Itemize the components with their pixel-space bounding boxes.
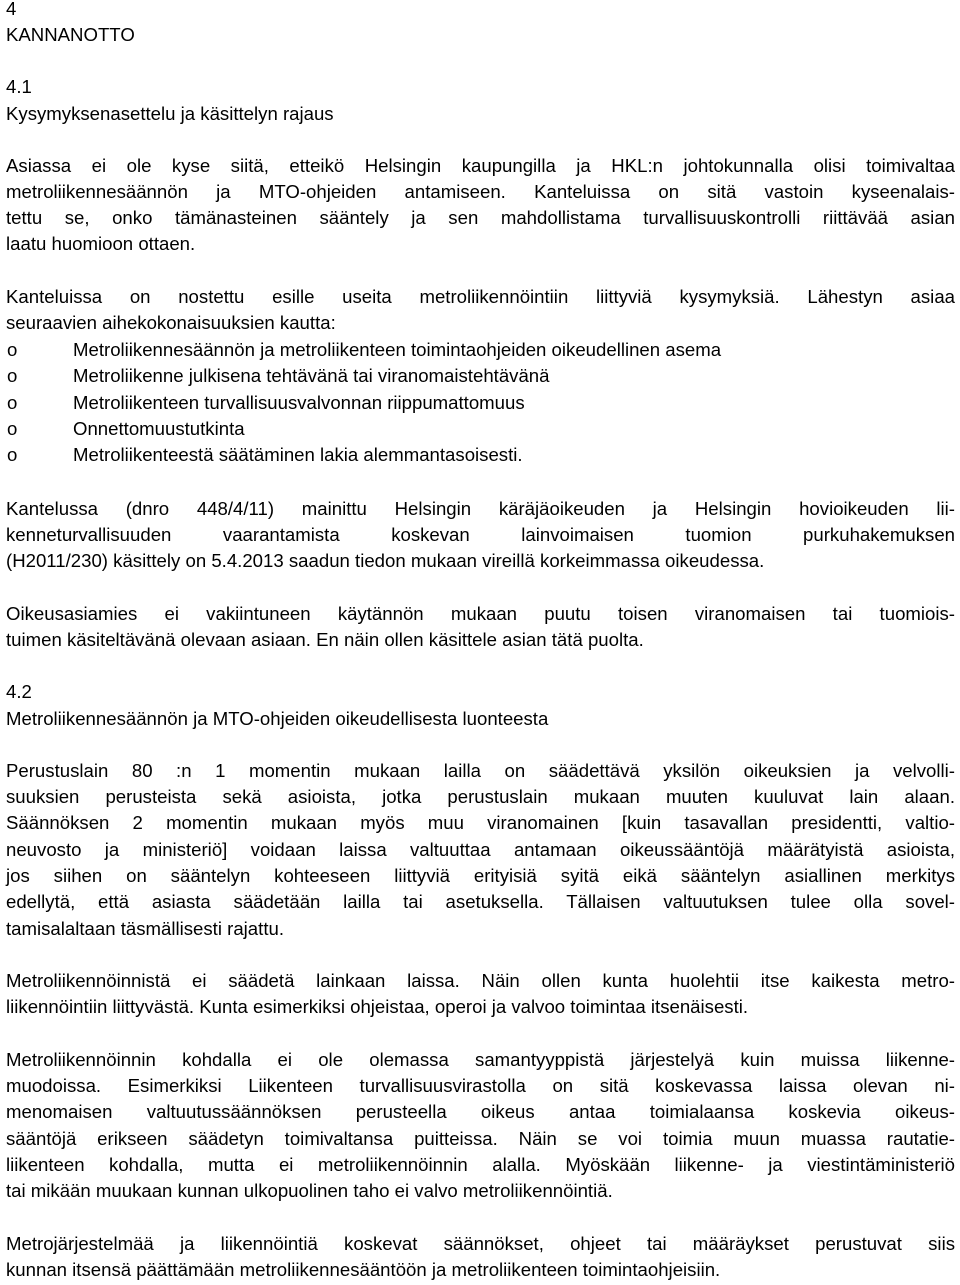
text-line: Oikeusasiamies ei vakiintuneen käytännön mukaan puutu toisen viranomaisen tai tuomiois-	[6, 603, 955, 624]
list-item: Metroliikenteen turvallisuusvalvonnan riippumattomuus	[73, 392, 525, 413]
text-line: jos siihen on sääntelyn kohteeseen liittyviä erityisiä syitä eikä sääntelyn asiallinen merkitys	[6, 865, 955, 886]
text-line: neuvosto ja ministeriö] voidaan laissa valtuuttaa antamaan oikeussääntöjä määrätyistä asioista,	[6, 839, 955, 860]
chapter-number: 4	[6, 0, 17, 19]
section-title: Metroliikennesäännön ja MTO-ohjeiden oikeudellisesta luonteesta	[6, 708, 549, 729]
text-line: Perustuslain 80 :n 1 momentin mukaan lailla on säädettävä yksilön oikeuksien ja velvolli-	[6, 760, 955, 781]
list-item: Metroliikenteestä säätäminen lakia alemmantasoisesti.	[73, 444, 523, 465]
text-line: Kanteluissa on nostettu esille useita metroliikennöintiin liittyviä kysymyksiä. Lähestyn asiaa	[6, 286, 955, 307]
text-line: sääntöjä erikseen säädetyn toimivaltansa puitteissa. Näin se voi toimia muun muassa rautatie-	[6, 1128, 955, 1149]
bullet-marker: o	[7, 365, 18, 386]
text-line: tuimen käsiteltävänä olevaan asiaan. En näin ollen käsittele asian tätä puolta.	[6, 629, 644, 650]
text-line: menomaisen valtuutussäännöksen perusteella oikeus antaa toimialaansa koskevia oikeus-	[6, 1101, 955, 1122]
bullet-marker: o	[7, 339, 18, 360]
text-line: kenneturvallisuuden vaarantamista koskevan lainvoimaisen tuomion purkuhakemuksen	[6, 524, 955, 545]
section-title: Kysymyksenasettelu ja käsittelyn rajaus	[6, 103, 334, 124]
bullet-marker: o	[7, 444, 18, 465]
list-item: Metroliikennesäännön ja metroliikenteen toimintaohjeiden oikeudellinen asema	[73, 339, 722, 360]
text-line: liikenteen kohdalla, mutta ei metroliikennöinnin alalla. Myöskään liikenne- ja viestintäministeriö	[6, 1154, 955, 1175]
text-line: tamisalaltaan täsmällisesti rajattu.	[6, 918, 284, 939]
section-number: 4.1	[6, 76, 32, 97]
text-line: tettu se, onko tämänasteinen sääntely ja sen mahdollistama turvallisuuskontrolli riittävää asian	[6, 207, 955, 228]
list-item: Metroliikenne julkisena tehtävänä tai viranomaistehtävänä	[73, 365, 550, 386]
text-line: Metroliikennöinnistä ei säädetä lainkaan laissa. Näin ollen kunta huolehtii itse kaikesta metro-	[6, 970, 955, 991]
text-line: tai mikään muukaan kunnan ulkopuolinen taho ei valvo metroliikennöintiä.	[6, 1180, 613, 1201]
text-line: laatu huomioon ottaen.	[6, 233, 196, 254]
text-line: suuksien perusteista sekä asioista, jotka perustuslain mukaan muuten kuuluvat lain alaan.	[6, 786, 955, 807]
text-line: Asiassa ei ole kyse siitä, etteikö Helsingin kaupungilla ja HKL:n johtokunnalla olisi toimivaltaa	[6, 155, 955, 176]
list-item: Onnettomuustutkinta	[73, 418, 245, 439]
text-line: Säännöksen 2 momentin mukaan myös muu viranomainen [kuin tasavallan presidentti, valtio-	[6, 812, 955, 833]
text-line: liikennöintiin liittyvästä. Kunta esimerkiksi ohjeistaa, operoi ja valvoo toimintaa itsenäisesti.	[6, 996, 749, 1017]
text-line: edellytä, että asiasta säädetään lailla tai asetuksella. Tällaisen valtuutuksen tulee olla sovel-	[6, 891, 955, 912]
chapter-title: KANNANOTTO	[6, 24, 135, 45]
text-line: Kantelussa (dnro 448/4/11) mainittu Helsingin käräjäoikeuden ja Helsingin hovioikeuden lii-	[6, 498, 955, 519]
text-line: metroliikennesäännön ja MTO-ohjeiden antamiseen. Kanteluissa on sitä vastoin kyseenalais-	[6, 181, 955, 202]
bullet-marker: o	[7, 392, 18, 413]
text-line: seuraavien aihekokonaisuuksien kautta:	[6, 312, 336, 333]
section-number: 4.2	[6, 681, 32, 702]
bullet-marker: o	[7, 418, 18, 439]
text-line: muodoissa. Esimerkiksi Liikenteen turvallisuusvirastolla on sitä koskevassa laissa olevan ni-	[6, 1075, 955, 1096]
text-line: kunnan itsensä päättämään metroliikennesääntöön ja metroliikenteen toimintaohjeisiin.	[6, 1259, 721, 1280]
text-line: (H2011/230) käsittely on 5.4.2013 saadun tiedon mukaan vireillä korkeimmassa oikeudessa.	[6, 550, 765, 571]
text-line: Metrojärjestelmää ja liikennöintiä koskevat säännökset, ohjeet tai määräykset perustuvat siis	[6, 1233, 955, 1254]
text-line: Metroliikennöinnin kohdalla ei ole olemassa samantyyppistä järjestelyä kuin muissa liikenne-	[6, 1049, 955, 1070]
